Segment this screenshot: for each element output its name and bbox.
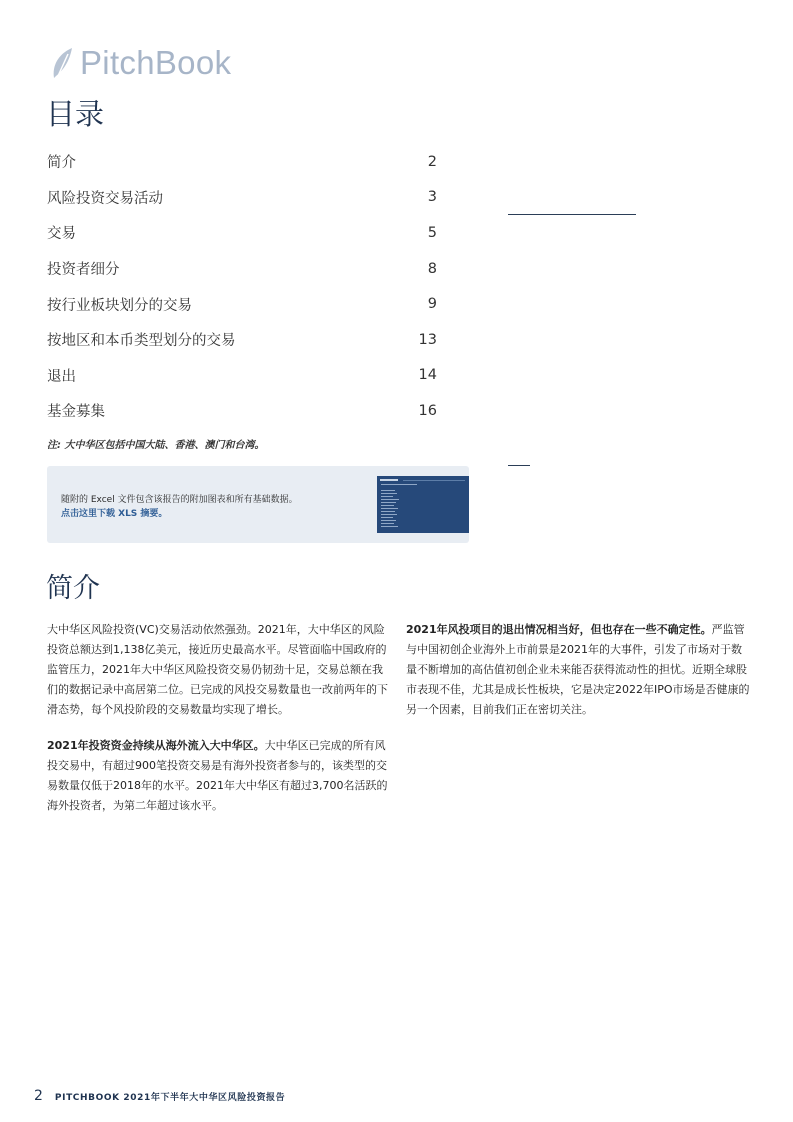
toc-item-page: 5 bbox=[427, 224, 437, 241]
table-of-contents bbox=[47, 144, 437, 429]
toc-item-page: 9 bbox=[427, 296, 437, 313]
download-xls-link[interactable]: 点击这里下载 XLS 摘要。 bbox=[61, 509, 168, 519]
toc-item-deals[interactable] bbox=[47, 215, 437, 251]
page-footer bbox=[34, 1088, 285, 1104]
toc-item-label: 按行业板块划分的交易 bbox=[47, 297, 192, 314]
footnote: 注: 大中华区包括中国大陆、香港、澳门和台湾。 bbox=[47, 440, 265, 451]
paragraph-body: 严监管与中国初创企业海外上市前景是2021年的大事件，引发了市场对于数量不断增加的高估值初创企业未来能否获得流动性的担忧。近期全球股市表现不佳，尤其是成长性板块，它是决定2022年IPO市场是否健康的另一个因素，目前我们正在密切关注。 bbox=[406, 623, 750, 716]
intro-paragraph-2 bbox=[47, 736, 393, 816]
toc-item-page: 16 bbox=[418, 402, 437, 419]
footer-report-title: PITCHBOOK 2021年下半年大中华区风险投资报告 bbox=[54, 1093, 286, 1103]
excel-download-banner bbox=[47, 466, 469, 543]
toc-item-fundraising[interactable] bbox=[47, 393, 437, 429]
paragraph-body: 大中华区已完成的所有风投交易中，有超过900笔投资交易是有海外投资者参与的，该类型的交易数量仅低于2018年的水平。2021年大中华区有超过3,700名活跃的海外投资者，为第二年超过该水平。 bbox=[47, 739, 388, 812]
pitchbook-logo bbox=[48, 44, 231, 82]
toc-item-label: 交易 bbox=[47, 226, 76, 243]
spreadsheet-preview-icon bbox=[377, 476, 469, 533]
toc-item-vc-deal-activity[interactable] bbox=[47, 180, 437, 216]
intro-paragraph-1: 大中华区风险投资(VC)交易活动依然强劲。2021年，大中华区的风险投资总额达到1,138亿美元，接近历史最高水平。尽管面临中国政府的监管压力，2021年大中华区风险投资交易仍韧劲十足，交易总额在我们的数据记录中高居第二位。已完成的风投交易数量也一改前两年的下滑态势，每个风投阶段的交易数量均实现了增长。 bbox=[47, 623, 388, 716]
section-title-intro: 简介 bbox=[46, 573, 100, 604]
toc-item-exits[interactable] bbox=[47, 358, 437, 394]
pitchbook-leaf-icon bbox=[48, 46, 74, 80]
toc-item-label: 简介 bbox=[47, 155, 76, 172]
toc-item-label: 基金募集 bbox=[47, 404, 105, 421]
toc-item-label: 按地区和本币类型划分的交易 bbox=[47, 333, 236, 350]
excel-thumbnail[interactable] bbox=[377, 476, 469, 533]
toc-item-investor-segments[interactable] bbox=[47, 251, 437, 287]
divider-line bbox=[508, 214, 636, 215]
brand-name: PitchBook bbox=[80, 44, 232, 81]
banner-text: 随附的 Excel 文件包含该报告的附加图表和所有基础数据。 bbox=[61, 495, 298, 505]
toc-item-intro[interactable] bbox=[47, 144, 437, 180]
paragraph-lead: 2021年投资资金持续从海外流入大中华区。 bbox=[47, 739, 265, 752]
toc-item-page: 14 bbox=[418, 367, 437, 384]
toc-item-page: 2 bbox=[427, 153, 437, 170]
toc-item-label: 投资者细分 bbox=[47, 262, 120, 279]
toc-title: 目录 bbox=[46, 97, 105, 131]
toc-item-deals-by-sector[interactable] bbox=[47, 286, 437, 322]
toc-item-label: 退出 bbox=[47, 368, 76, 385]
paragraph-lead: 2021年风投项目的退出情况相当好，但也存在一些不确定性。 bbox=[406, 623, 712, 636]
toc-item-page: 3 bbox=[427, 189, 437, 206]
toc-item-page: 13 bbox=[418, 331, 437, 348]
page-number: 2 bbox=[34, 1088, 43, 1104]
toc-item-deals-by-region-currency[interactable] bbox=[47, 322, 437, 358]
toc-item-label: 风险投资交易活动 bbox=[47, 190, 163, 207]
toc-item-page: 8 bbox=[427, 260, 437, 277]
intro-paragraph-3 bbox=[406, 620, 750, 720]
divider-line-short bbox=[508, 465, 530, 466]
